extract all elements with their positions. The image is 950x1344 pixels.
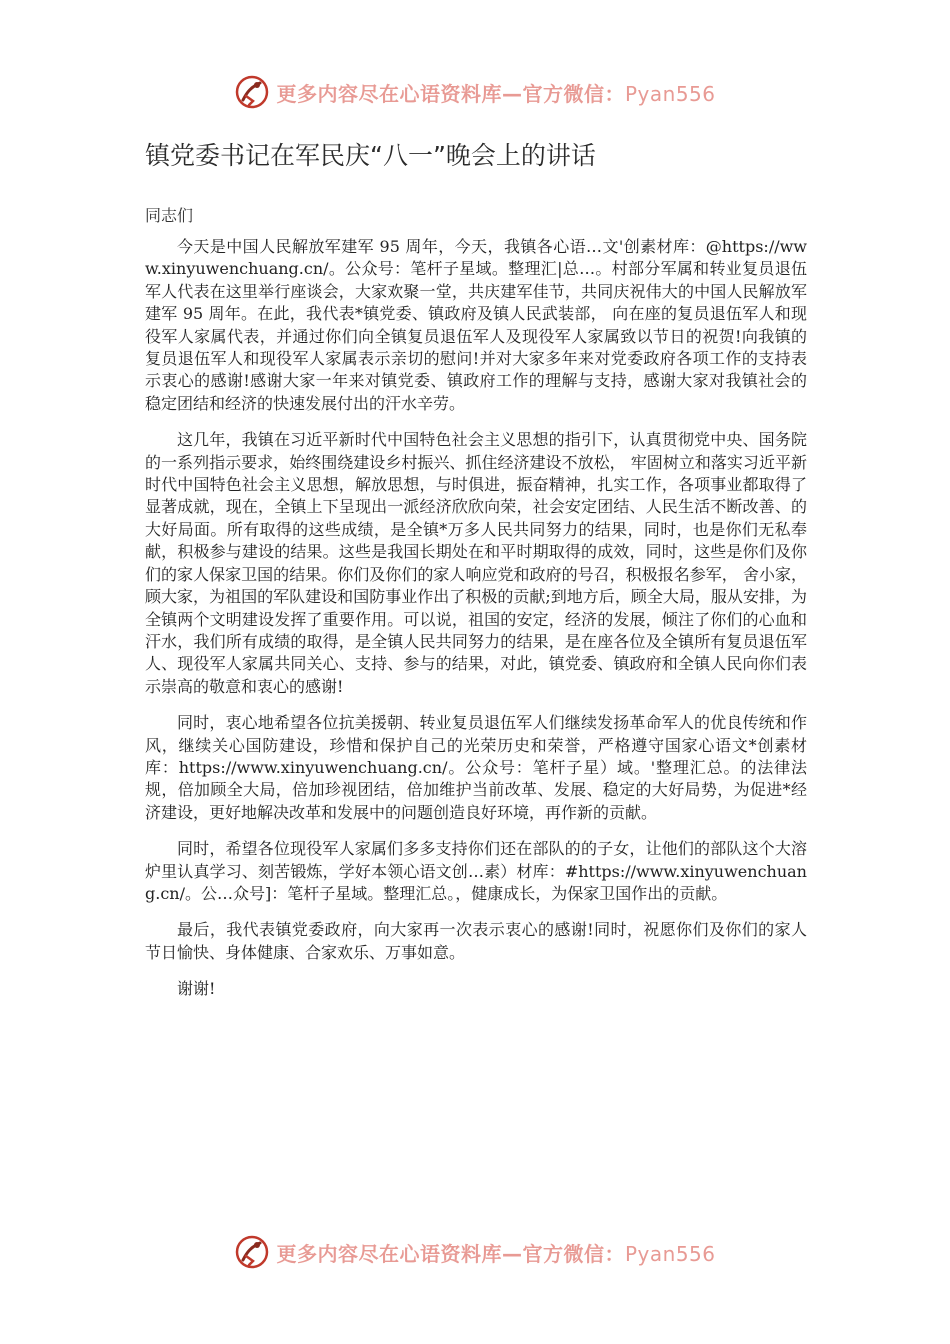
- banner-wechat-handle: Pyan556: [624, 81, 716, 106]
- banner-slogan: 更多内容尽在心语资料库—官方微信：: [276, 1241, 625, 1266]
- document-body: [145, 236, 807, 1015]
- banner-text: [276, 78, 715, 107]
- document-title: 镇党委书记在军民庆“八一”晚会上的讲话: [145, 141, 596, 170]
- header-watermark-banner: [0, 72, 950, 112]
- footer-watermark-banner: [0, 1232, 950, 1272]
- salutation: 同志们: [145, 206, 194, 225]
- brand-logo-icon: [234, 1234, 270, 1270]
- paragraph-closing: 最后，我代表镇党委政府，向大家再一次表示衷心的感谢!同时，祝愿你们及你们的家人节日愉快、身体健康、合家欢乐、万事如意。: [145, 920, 807, 962]
- brand-logo-icon: [234, 74, 270, 110]
- paragraph-achievements: 这几年，我镇在习近平新时代中国特色社会主义思想的指引下，认真贯彻党中央、国务院的一系列指示要求，始终围绕建设乡村振兴、抓住经济建设不放松， 牢固树立和落实习近平新时代中国特色社会主义思想，解放思想，与时俱进，振奋精神，扎实工作，各项事业都取得了显著成就，现在，全镇上下呈现出一派经济欣欣向荣，社会安定团结、人民生活不断改善、的大好局面。所有取得的这些成绩，是全镇*万多人民共同努力的结果，同时，也是你们无私奉献，积极参与建设的结果。这些是我国长期处在和平时期取得的成效，同时，这些是你们及你们的家人保家卫国的结果。你们及你们的家人响应党和政府的号召，积极报名参军， 舍小家，顾大家，为祖国的军队建设和国防事业作出了积极的贡献;到地方后，顾全大局，服从安排，为全镇两个文明建设发挥了重要作用。可以说，祖国的安定，经济的发展，倾注了你们的心血和汗水，我们所有成绩的取得，是全镇人民共同努力的结果，是在座各位及全镇所有复员退伍军人、现役军人家属共同关心、支持、参与的结果，对此，镇党委、镇政府和全镇人民向你们表示崇高的敬意和衷心的感谢!: [145, 430, 807, 696]
- banner-slogan: 更多内容尽在心语资料库—官方微信：: [276, 81, 625, 106]
- banner-wechat-handle: Pyan556: [624, 1241, 716, 1266]
- paragraph-families-hope: 同时，希望各位现役军人家属们多多支持你们还在部队的的子女，让他们的部队这个大溶炉里认真学习、刻苦锻炼，学好本领心语文创…素）材库：#https://www.xinyuwenchuang.cn/。公…众号]：笔杆子星域。整理汇总。，健康成长，为保家卫国作出的贡献。: [145, 839, 807, 903]
- paragraph-veterans-hope: 同时，衷心地希望各位抗美援朝、转业复员退伍军人们继续发扬革命军人的优良传统和作风，继续关心国防建设，珍惜和保护自己的光荣历史和荣誉，严格遵守国家心语文*创素材库：https://www.xinyuwenchuang.cn/。公众号：笔杆子星）域。'整理汇总。的法律法规，倍加顾全大局，倍加珍视团结，倍加维护当前改革、发展、稳定的大好局势，为促进*经济建设，更好地解决改革和发展中的问题创造良好环境，再作新的贡献。: [145, 713, 807, 822]
- paragraph-thanks: 谢谢!: [177, 979, 216, 999]
- banner-text: [276, 1238, 715, 1267]
- paragraph-opening: 今天是中国人民解放军建军 95 周年，今天，我镇各心语…文'创素材库：@https://www.xinyuwenchuang.cn/。公众号：笔杆子星域。整理汇|总…。村部分军属和转业复员退伍军人代表在这里举行座谈会，大家欢聚一堂，共庆建军佳节，共同庆祝伟大的中国人民解放军建军 95 周年。在此，我代表*镇党委、镇政府及镇人民武装部， 向在座的复员退伍军人和现役军人家属代表，并通过你们向全镇复员退伍军人及现役军人家属致以节日的祝贺!向我镇的复员退伍军人和现役军人家属表示亲切的慰问!并对大家多年来对党委政府各项工作的支持表示衷心的感谢!感谢大家一年来对镇党委、镇政府工作的理解与支持，感谢大家对我镇社会的稳定团结和经济的快速发展付出的汗水辛劳。: [145, 237, 807, 413]
